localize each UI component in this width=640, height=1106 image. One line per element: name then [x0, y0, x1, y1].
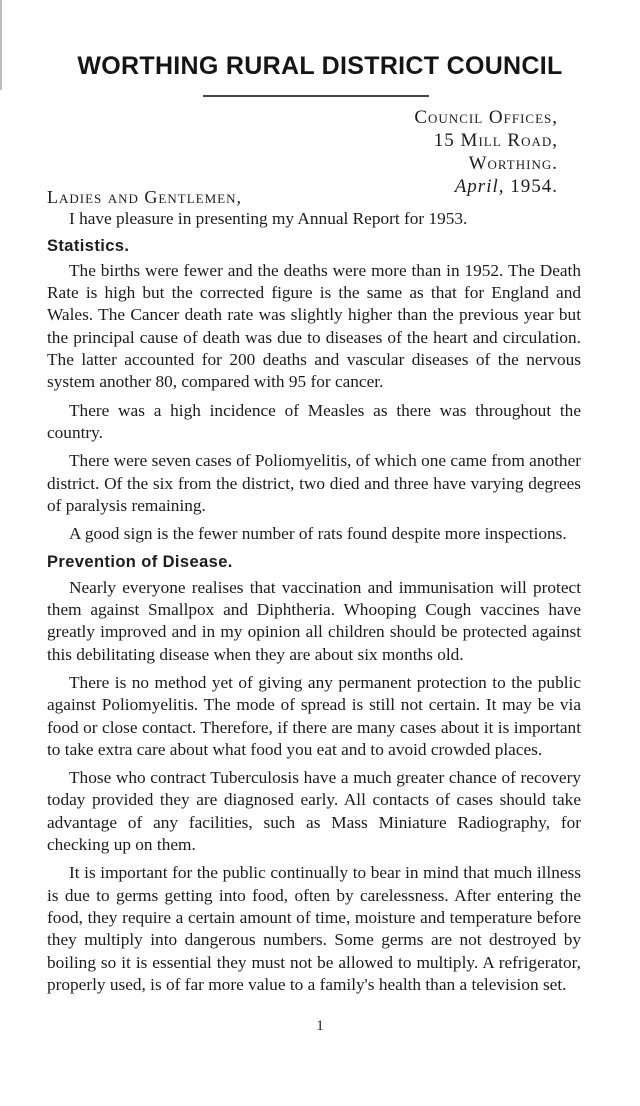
- intro-paragraph: I have pleasure in presenting my Annual Report for 1953.: [69, 209, 468, 229]
- statistics-paragraph: A good sign is the fewer number of rats found despite more inspections.: [69, 524, 567, 544]
- prevention-paragraph: There is no method yet of giving any permanent protection to the public against Poliomyelitis. The mode of spread is still not certain. It may be via food or close contact. Therefore, if there are many cases about it is important to take extra care about what food you eat and to avoid crowded places.: [47, 672, 581, 759]
- prevention-paragraph: Nearly everyone realises that vaccination and immunisation will protect them against Smallpox and Diphtheria. Whooping Cough vaccines have greatly improved and in my opinion all children should be protected against this debilitating disease when they are about six months old.: [47, 577, 581, 664]
- statistics-paragraph: There was a high incidence of Measles as there was throughout the country.: [47, 400, 581, 442]
- statistics-paragraph: The births were fewer and the deaths were more than in 1952. The Death Rate is high but the corrected figure is the same as that for England and Wales. The Cancer death rate was slightly higher than the previous year but the principal cause of death was due to diseases of the heart and circulation. The latter accounted for 200 deaths and vascular diseases of the nervous system another 80, compared with 95 for cancer.: [47, 260, 581, 392]
- council-title: WORTHING RURAL DISTRICT COUNCIL: [77, 52, 563, 80]
- title-divider: [203, 95, 429, 97]
- address-line-offices: Council Offices,: [414, 107, 558, 128]
- prevention-heading: Prevention of Disease.: [47, 553, 233, 572]
- prevention-paragraph: Those who contract Tuberculosis have a much greater chance of recovery today provided they are diagnosed early. All contacts of cases should take advantage of any facilities, such as Mass Miniature Radiography, for checking up on them.: [47, 768, 581, 855]
- statistics-heading: Statistics.: [47, 236, 130, 255]
- address-line-town: Worthing.: [468, 153, 558, 174]
- report-body: [47, 186, 581, 1002]
- address-block: [414, 106, 558, 198]
- page-number: 1: [316, 1018, 324, 1034]
- date-month: April,: [454, 176, 505, 197]
- statistics-paragraph: There were seven cases of Poliomyelitis, of which one came from another district. Of the six from the district, two died and three have varying degrees of paralysis remaining.: [47, 451, 581, 515]
- salutation: Ladies and Gentlemen,: [47, 187, 242, 207]
- date-year: 1954.: [504, 176, 558, 197]
- address-line-road: 15 Mill Road,: [433, 130, 558, 151]
- prevention-paragraph: It is important for the public continually to bear in mind that much illness is due to germs getting into food, often by carelessness. After entering the food, they require a certain amount of time, moisture and temperature before they multiply into dangerous numbers. Some germs are not destroyed by boiling so it is essential they must not be allowed to multiply. A refrigerator, properly used, is of far more value to a family's health than a television set.: [47, 863, 581, 994]
